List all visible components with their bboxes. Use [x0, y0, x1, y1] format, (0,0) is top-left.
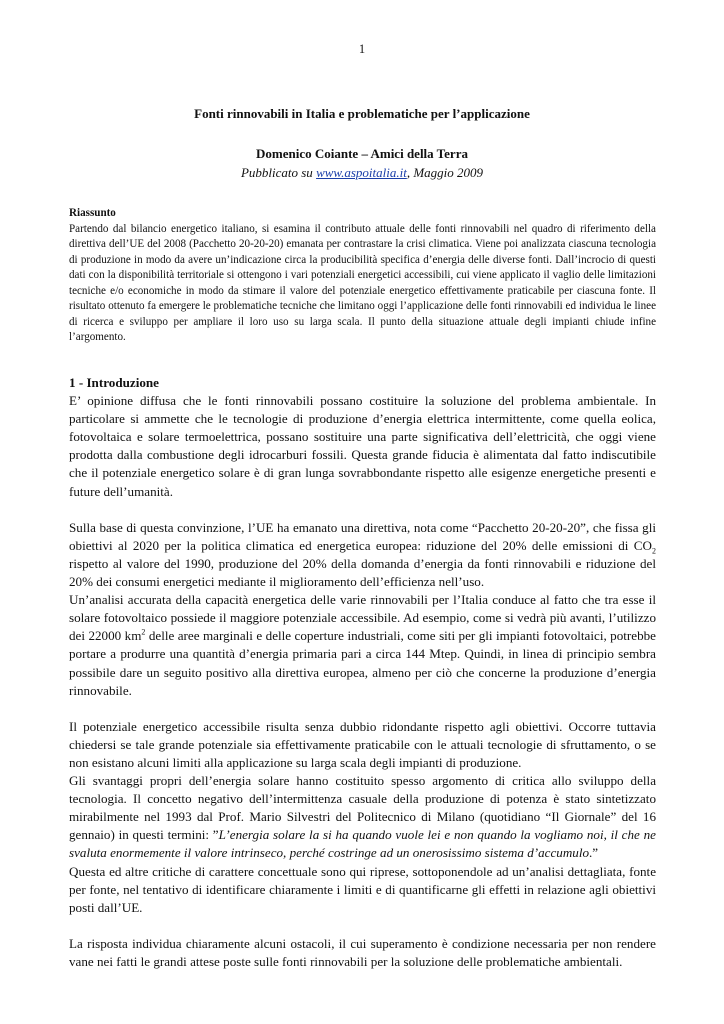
- publication-line: [0, 165, 724, 181]
- paragraph-gap: [69, 501, 656, 519]
- paragraph-3-text-a: Un’analisi accurata della capacità energetica delle varie rinnovabili per l’Italia conduce al fatto che tra esse il solare fotovoltaico possiede il maggiore potenziale accessibile. Ad esempio, come si vedrà più avanti, l’utilizzo dei 22000 km: [69, 592, 656, 644]
- paragraph-3-text-b: delle aree marginali e delle coperture industriali, come siti per gli impianti fotovoltaici, potrebbe portare a produrre una quantità d’energia primaria pari a circa 144 Mtep. Quindi, in linea di principio sembra possibile dare un seguito positivo alla direttiva europea, almeno per ciò che concerne la produzione d’energia rinnovabile.: [69, 628, 656, 698]
- paragraph-5-text-b: .”: [589, 845, 599, 861]
- paragraph-2: [69, 519, 656, 591]
- paragraph-4: Il potenziale energetico accessibile risulta senza dubbio ridondante rispetto agli obiettivi. Occorre tuttavia chiedersi se tale grande potenziale sia effettivamente praticabile con le attuali tecnologie di sfruttamento, o se non esistano alcuni limiti alla applicazione su larga scala degli impianti di produzione.: [69, 718, 656, 770]
- paragraph-6: Questa ed altre critiche di carattere concettuale sono qui riprese, sottoponendole ad un’analisi dettagliata, fonte per fonte, nel tentativo di identificare chiaramente i limiti e di quantificarne gli effetti in relazione agli obiettivi posti dall’UE.: [69, 863, 656, 915]
- km2-superscript: 2: [141, 627, 146, 637]
- paragraph-3: [69, 591, 656, 700]
- abstract-heading: Riassunto: [69, 207, 116, 219]
- paper-title: Fonti rinnovabili in Italia e problematiche per l’applicazione: [194, 106, 530, 121]
- silvestri-quote: L’energia solare la si ha quando vuole lei e non quando la vogliamo noi, il che ne svaluta enormemente il valore intrinseco, perché costringe ad un onerosissimo sistema d’accumulo: [69, 827, 656, 861]
- publication-suffix: , Maggio 2009: [406, 165, 484, 180]
- publication-prefix: Pubblicato su: [240, 165, 317, 180]
- paragraph-2-text-b: rispetto al valore del 1990, produzione del 20% della domanda d’energia da fonti rinnovabili e riduzione del 20% dei consumi energetici mediante il miglioramento dell’efficienza nell’uso.: [69, 555, 656, 590]
- paragraph-5-text-a: Gli svantaggi propri dell’energia solare hanno costituito spesso argomento di critica allo sviluppo della tecnologia. Il concetto negativo dell’intermittenza casuale della produzione di potenza è stato sintetizzato mirabilmente nel 1993 dal Prof. Mario Silvestri del Politecnico di Milano (quotidiano “Il Giornale” del 16 gennaio) in questi termini: ”: [69, 773, 656, 843]
- page-number: 1: [358, 42, 366, 56]
- publication-link[interactable]: www.aspoitalia.it: [316, 165, 407, 180]
- paragraph-5: [69, 772, 656, 862]
- paragraph-gap: [69, 700, 656, 718]
- paragraph-1: E’ opinione diffusa che le fonti rinnovabili possano costituire la soluzione del problema ambientale. In particolare si ammette che le tecnologie di produzione d’energia elettrica intermittente, come quella eolica, fotovoltaica e solare termoelettrica, possano sostituire una parte significativa dell’elettricità, che oggi viene prodotta dalla combustione degli idrocarburi fossili. Questa grande fiducia è alimentata dal fatto indiscutibile che il potenziale energetico solare è di gran lunga sovrabbondante rispetto alle esigenze energetiche presenti e future dell’umanità.: [69, 393, 656, 499]
- abstract: [69, 206, 656, 346]
- paragraph-2-text-a: Sulla base di questa convinzione, l’UE ha emanato una direttiva, nota come “Pacchetto 20-20-20”, che fissa gli obiettivi al 2020 per la politica climatica ed energetica europea: riduzione del 20% delle emissioni di CO: [69, 519, 656, 553]
- section-introduction: [69, 374, 656, 971]
- author-line: Domenico Coiante – Amici della Terra: [256, 146, 468, 161]
- co2-subscript: 2: [652, 546, 656, 556]
- paragraph-7: La risposta individua chiaramente alcuni ostacoli, il cui superamento è condizione necessaria per non rendere vane nei fatti le grandi attese poste sulle fonti rinnovabili per la soluzione delle problematiche ambientali.: [69, 935, 656, 969]
- paragraph-gap: [69, 917, 656, 935]
- title-block: [0, 106, 724, 181]
- abstract-text: Partendo dal bilancio energetico italiano, si esamina il contributo attuale delle fonti rinnovabili nel quadro di riferimento della direttiva dell’UE del 2008 (Pacchetto 20-20-20) emanata per contrastare la crisi climatica. Viene poi analizzata ciascuna tecnologia di produzione in modo da avere un’indicazione circa la producibilità specifica d’energia delle diverse fonti. Dall’incrocio di questi dati con la disponibilità territoriale si ottengono i vari potenziali energetici accessibili, cui viene applicato il vaglio delle limitazioni tecniche e/o economiche in modo da stimare il valore del potenziale energetico effettivamente praticabile per ciascuna fonte. Il risultato ottenuto fa emergere le problematiche tecniche che limitano oggi l’applicazione delle fonti rinnovabili ed individua le linee di ricerca e sviluppo per ampliare il loro uso su larga scala. Il punto della situazione attuale degli impianti chiude infine l’argomento.: [69, 222, 656, 343]
- section-heading: 1 - Introduzione: [69, 375, 159, 390]
